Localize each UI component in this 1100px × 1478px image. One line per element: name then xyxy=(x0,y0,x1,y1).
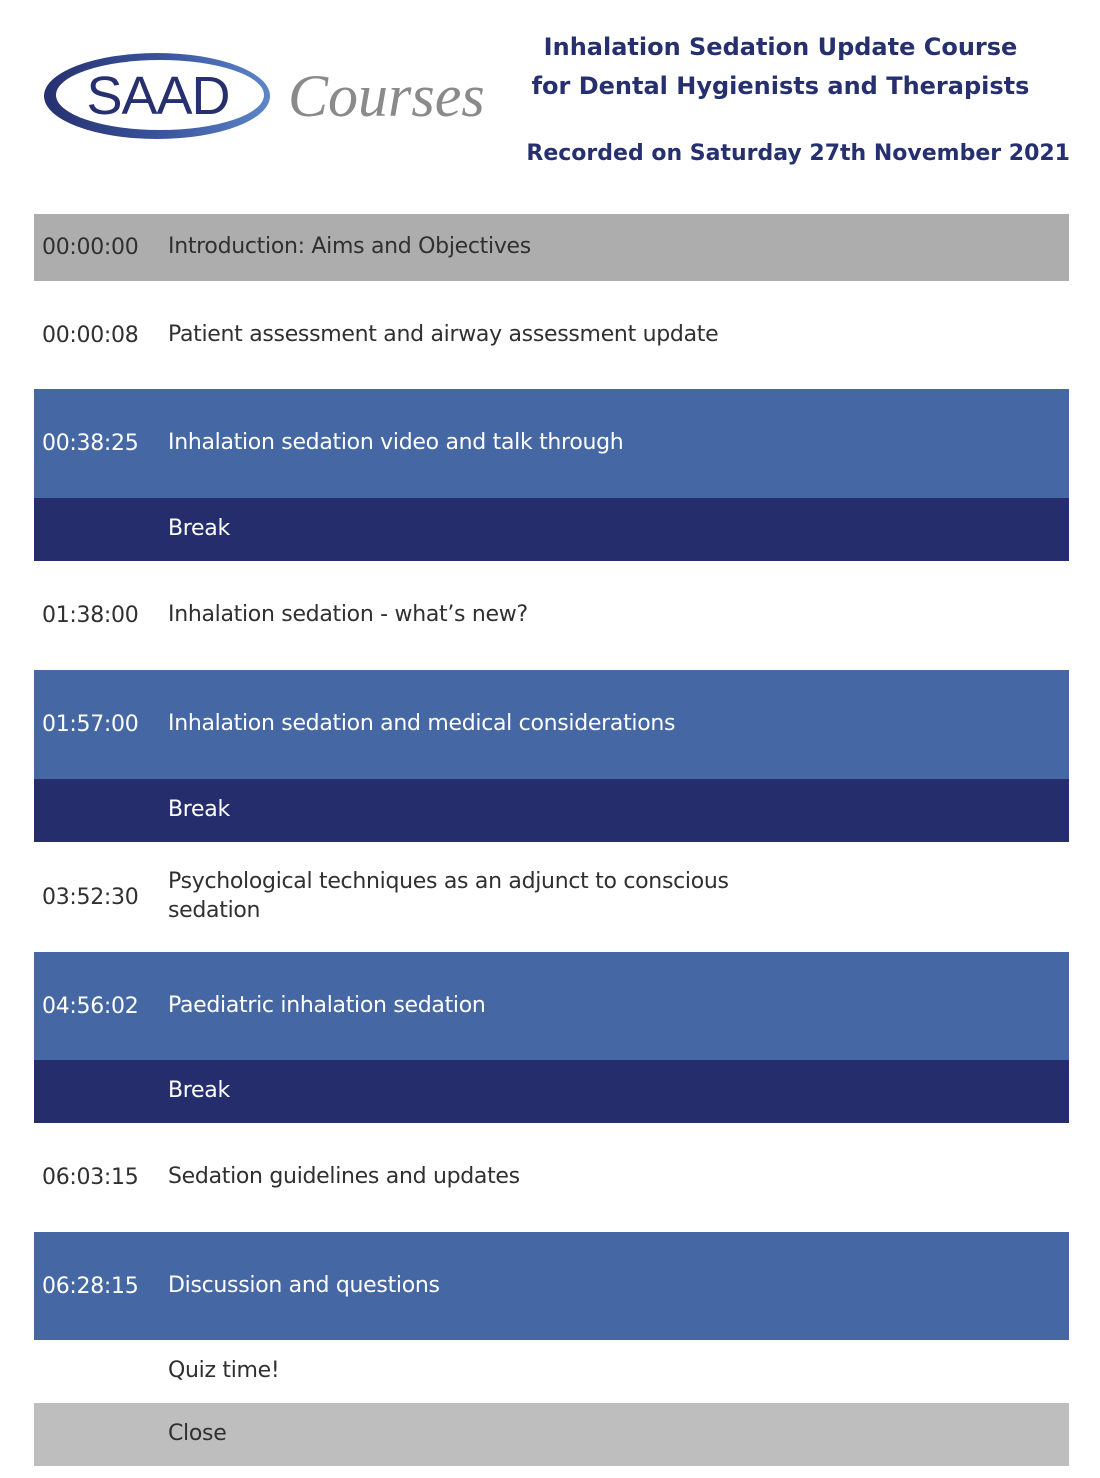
agenda-time: 00:00:00 xyxy=(42,235,139,260)
agenda-row[interactable] xyxy=(34,1123,1069,1232)
agenda-label: Discussion and questions xyxy=(168,1272,440,1298)
course-title-line-2: for Dental Hygienists and Therapists xyxy=(531,72,1030,100)
agenda-row-break[interactable] xyxy=(34,1060,1069,1123)
agenda-label: Break xyxy=(168,797,230,823)
agenda-label: Patient assessment and airway assessment update xyxy=(168,321,719,347)
agenda-label: Inhalation sedation and medical considerations xyxy=(168,711,676,737)
quiz-row[interactable] xyxy=(34,1340,1069,1403)
agenda-time: 00:00:08 xyxy=(42,322,139,348)
agenda-label: Introduction: Aims and Objectives xyxy=(168,234,531,260)
agenda-label: Psychological techniques as an adjunct to conscious sedation xyxy=(168,869,729,923)
agenda-row[interactable] xyxy=(34,281,1069,389)
agenda-time: 04:56:02 xyxy=(42,993,139,1019)
agenda-time: 06:03:15 xyxy=(42,1165,139,1190)
agenda-label: Paediatric inhalation sedation xyxy=(168,992,486,1018)
agenda-time: 06:28:15 xyxy=(42,1273,139,1299)
logo-brand-text: SAAD xyxy=(86,66,230,126)
agenda-label: Break xyxy=(168,516,230,542)
page-header xyxy=(0,0,1100,200)
course-title-line-1: Inhalation Sedation Update Course xyxy=(543,33,1018,61)
agenda-row-break[interactable] xyxy=(34,498,1069,561)
agenda-row[interactable] xyxy=(34,952,1069,1060)
agenda-row[interactable] xyxy=(34,561,1069,670)
agenda-row[interactable] xyxy=(34,842,1069,952)
agenda-label: Break xyxy=(168,1078,230,1104)
saad-courses-logo xyxy=(40,50,490,145)
agenda-list xyxy=(34,214,1069,1466)
agenda-time: 01:38:00 xyxy=(42,603,139,628)
logo-courses-text: Courses xyxy=(288,63,485,129)
agenda-row[interactable] xyxy=(34,1232,1069,1340)
agenda-time: 01:57:00 xyxy=(42,712,139,737)
agenda-label: Sedation guidelines and updates xyxy=(168,1164,520,1190)
agenda-row[interactable] xyxy=(34,389,1069,498)
agenda-label: Quiz time! xyxy=(168,1358,280,1384)
agenda-label: Inhalation sedation video and talk through xyxy=(168,430,624,456)
agenda-time: 03:52:30 xyxy=(42,884,139,910)
recorded-date: Recorded on Saturday 27th November 2021 xyxy=(526,141,1070,166)
agenda-label: Close xyxy=(168,1421,227,1447)
agenda-row[interactable] xyxy=(34,670,1069,779)
agenda-row[interactable] xyxy=(34,214,1069,281)
agenda-row-break[interactable] xyxy=(34,779,1069,842)
agenda-time: 00:38:25 xyxy=(42,431,139,456)
close-row[interactable] xyxy=(34,1403,1069,1466)
agenda-label: Inhalation sedation - what’s new? xyxy=(168,602,528,628)
